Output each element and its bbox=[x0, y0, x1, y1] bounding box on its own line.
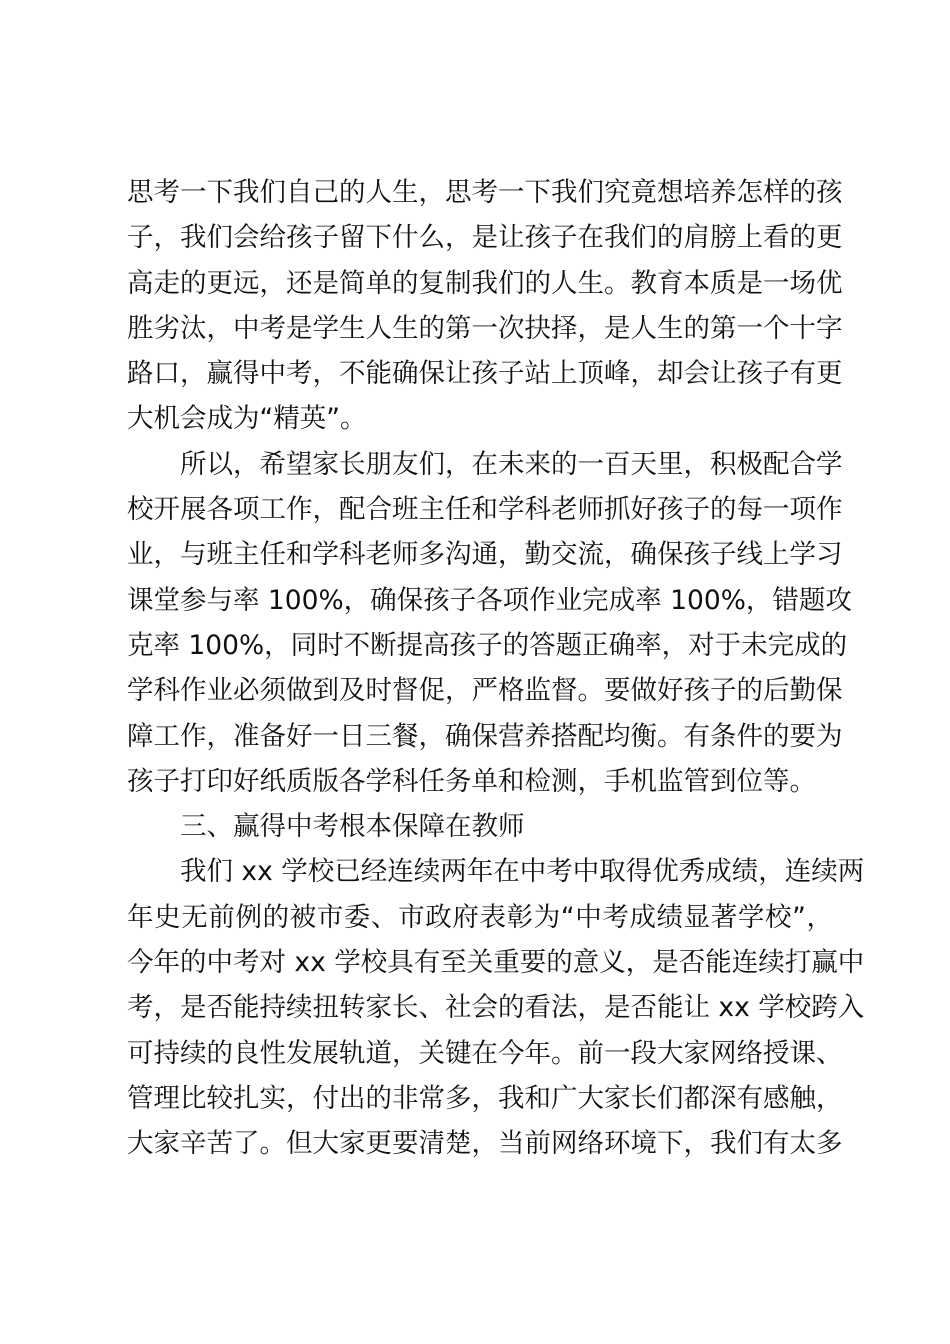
text-line: 大家辛苦了。但大家更要清楚，当前网络环境下，我们有太多 bbox=[127, 1128, 843, 1160]
text-line: 考，是否能持续扭转家长、社会的看法，是否能让 xx 学校跨入 bbox=[127, 992, 865, 1024]
section-heading bbox=[127, 804, 833, 849]
text-line: 我们 xx 学校已经连续两年在中考中取得优秀成绩，连续两 bbox=[180, 856, 865, 888]
paragraph-2 bbox=[127, 442, 852, 804]
paragraph-3 bbox=[127, 849, 865, 1166]
text-line: 孩子打印好纸质版各学科任务单和检测，手机监管到位等。 bbox=[127, 765, 816, 797]
text-line: 学科作业必须做到及时督促，严格监督。要做好孩子的后勤保 bbox=[127, 675, 843, 707]
section-heading-text: 三、赢得中考根本保障在教师 bbox=[180, 811, 525, 843]
text-line: 路口，赢得中考，不能确保让孩子站上顶峰，却会让孩子有更 bbox=[127, 358, 843, 390]
text-line: 克率 100%，同时不断提高孩子的答题正确率，对于未完成的 bbox=[127, 629, 848, 661]
text-line: 管理比较扎实，付出的非常多，我和广大家长们都深有感触， bbox=[127, 1082, 843, 1114]
text-line: 业，与班主任和学科老师多沟通，勤交流，确保孩子线上学习 bbox=[127, 539, 843, 571]
text-line: 校开展各项工作，配合班主任和学科老师抓好孩子的每一项作 bbox=[127, 494, 843, 526]
text-line: 可持续的良性发展轨道，关键在今年。前一段大家网络授课、 bbox=[127, 1037, 843, 1069]
text-line: 大机会成为“精英”。 bbox=[127, 403, 367, 435]
text-line: 思考一下我们自己的人生，思考一下我们究竟想培养怎样的孩 bbox=[127, 177, 843, 208]
text-line: 子，我们会给孩子留下什么，是让孩子在我们的肩膀上看的更 bbox=[127, 222, 843, 254]
text-line: 今年的中考对 xx 学校具有至关重要的意义，是否能连续打赢中 bbox=[127, 947, 865, 979]
paragraph-1 bbox=[127, 170, 843, 442]
text-line: 年史无前例的被市委、市政府表彰为“中考成绩显著学校”， bbox=[127, 901, 833, 933]
text-line: 课堂参与率 100%，确保孩子各项作业完成率 100%，错题攻 bbox=[127, 584, 852, 616]
text-line: 所以，希望家长朋友们，在未来的一百天里，积极配合学 bbox=[180, 448, 843, 480]
text-line: 障工作，准备好一日三餐，确保营养搭配均衡。有条件的要为 bbox=[127, 720, 843, 752]
document-body bbox=[127, 170, 865, 1167]
text-line: 胜劣汰，中考是学生人生的第一次抉择，是人生的第一个十字 bbox=[127, 312, 843, 344]
text-line: 高走的更远，还是简单的复制我们的人生。教育本质是一场优 bbox=[127, 267, 843, 299]
